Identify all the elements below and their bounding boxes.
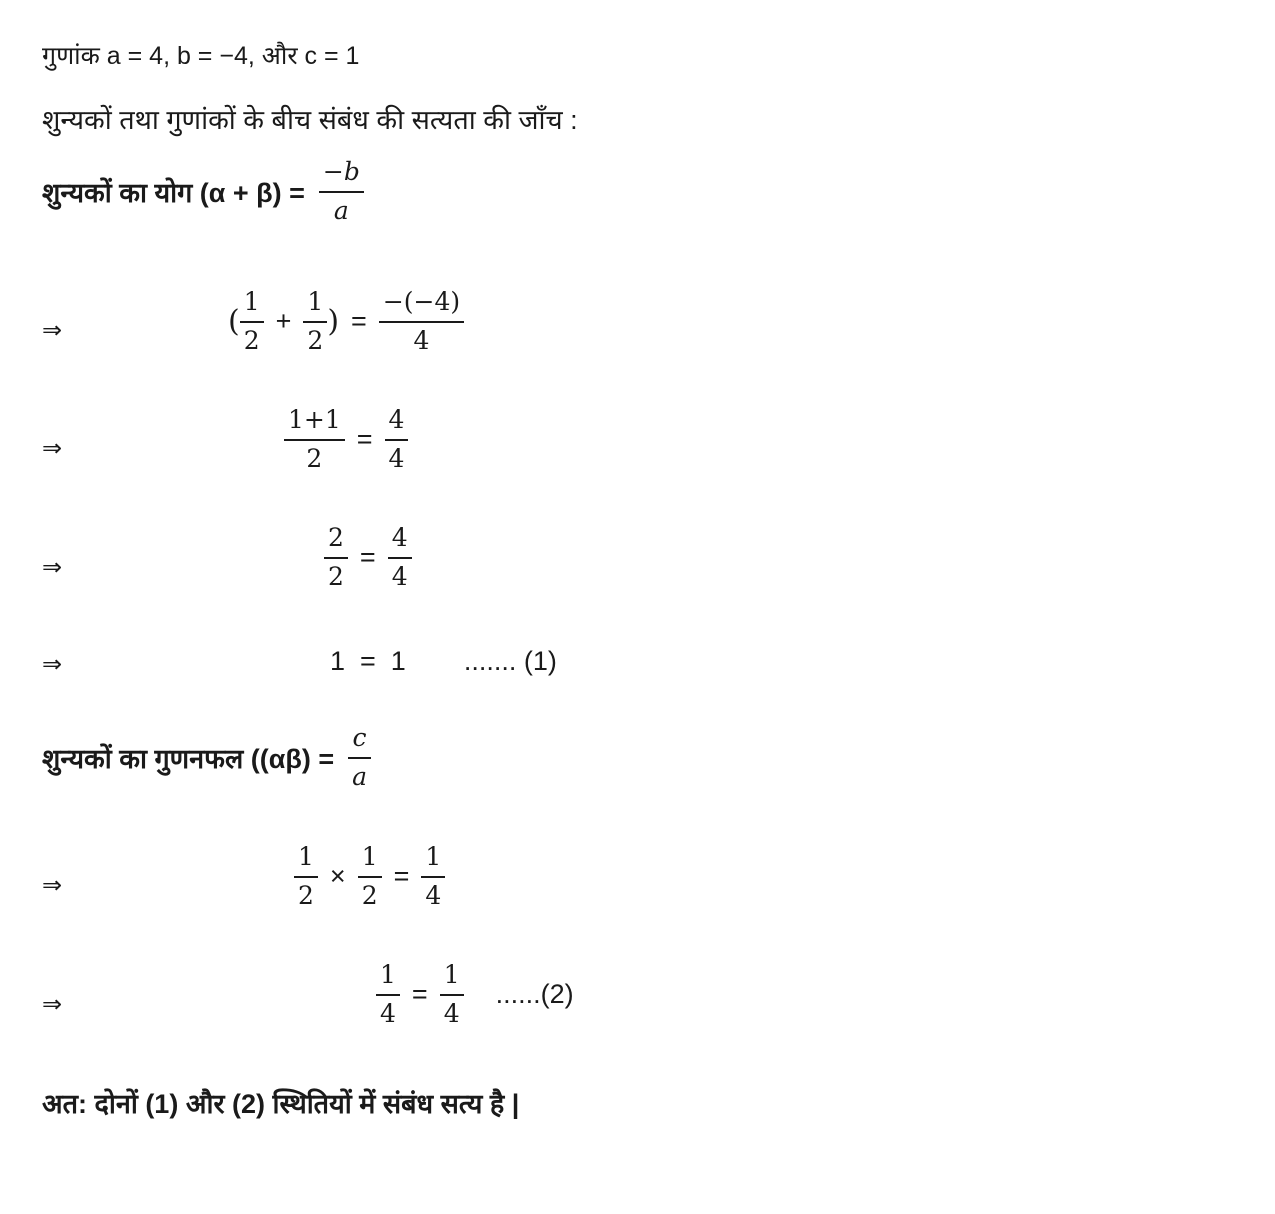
equation-tag-2: ......(2) xyxy=(495,979,574,1010)
fraction-denominator: a xyxy=(333,195,349,225)
fraction-numerator: 1 xyxy=(298,842,314,871)
equation-tag-1: ....... (1) xyxy=(463,646,557,676)
sum-of-zeroes-heading xyxy=(42,158,364,226)
fraction-numerator: 1 xyxy=(361,842,378,871)
sum-formula-fraction xyxy=(319,158,364,226)
fraction xyxy=(376,961,400,1029)
sum-step-3 xyxy=(324,524,412,592)
product-formula-fraction xyxy=(348,724,371,792)
conclusion: अत: दोनों (1) और (2) स्थितियों में संबंध सत्य है | xyxy=(42,1089,520,1119)
fraction-denominator: a xyxy=(352,761,368,791)
fraction-numerator: 1 xyxy=(425,842,442,871)
fraction-denominator: 4 xyxy=(391,561,408,591)
fraction xyxy=(294,843,318,911)
fraction-denominator: 4 xyxy=(413,325,430,355)
fraction-numerator: 1+1 xyxy=(288,405,341,434)
product-label: शुन्यकों का गुणनफल ((αβ) = xyxy=(42,744,335,775)
fraction-numerator: 1 xyxy=(443,960,460,989)
close-paren: ) xyxy=(327,304,340,340)
fraction-denominator: 4 xyxy=(443,998,460,1028)
sum-step-1 xyxy=(228,288,464,356)
fraction xyxy=(379,288,464,356)
times-sign: × xyxy=(329,861,346,892)
fraction xyxy=(240,288,264,356)
fraction-numerator: 1 xyxy=(307,287,324,316)
equals-sign: = xyxy=(393,861,410,892)
fraction xyxy=(358,843,382,911)
implies-arrow: ⇒ xyxy=(42,553,63,581)
fraction xyxy=(284,406,345,474)
fraction-denominator: 4 xyxy=(425,880,442,910)
equals-sign: = xyxy=(411,979,428,1010)
implies-arrow: ⇒ xyxy=(42,316,63,344)
fraction-denominator: 2 xyxy=(243,325,260,355)
result-equation: 1 = 1 xyxy=(330,646,406,676)
fraction-denominator: 2 xyxy=(307,325,324,355)
fraction-denominator: 2 xyxy=(306,443,323,473)
coefficients-line: गुणांक a = 4, b = −4, और c = 1 xyxy=(42,42,360,70)
fraction xyxy=(324,524,348,592)
fraction-numerator: 4 xyxy=(391,523,408,552)
equals-sign: = xyxy=(359,542,376,573)
equals-sign: = xyxy=(351,306,367,337)
implies-arrow: ⇒ xyxy=(42,434,63,462)
fraction-numerator: 1 xyxy=(243,287,260,316)
open-paren: ( xyxy=(228,304,240,340)
fraction-numerator: 1 xyxy=(380,960,396,989)
fraction-numerator: c xyxy=(352,723,367,752)
fraction-denominator: 2 xyxy=(298,880,314,910)
fraction-numerator: 4 xyxy=(388,405,405,434)
fraction-denominator: 2 xyxy=(361,880,378,910)
sum-step-2 xyxy=(284,406,408,474)
plus-sign: + xyxy=(275,306,292,337)
equals-sign: = xyxy=(356,424,373,455)
fraction-numerator: 2 xyxy=(328,523,344,552)
fraction-denominator: 2 xyxy=(328,561,344,591)
fraction xyxy=(440,961,464,1029)
implies-arrow: ⇒ xyxy=(42,871,63,899)
fraction xyxy=(303,288,327,356)
fraction-numerator: −b xyxy=(322,157,360,186)
fraction-denominator: 4 xyxy=(380,998,396,1028)
fraction-denominator: 4 xyxy=(388,443,405,473)
fraction xyxy=(388,524,412,592)
fraction-numerator: −(−4) xyxy=(382,287,461,316)
fraction xyxy=(421,843,445,911)
implies-arrow: ⇒ xyxy=(42,990,63,1018)
product-step-2 xyxy=(376,961,574,1029)
product-step-1 xyxy=(294,843,445,911)
fraction xyxy=(385,406,409,474)
implies-arrow: ⇒ xyxy=(42,650,63,678)
sum-step-4 xyxy=(330,646,557,677)
sum-label: शुन्यकों का योग (α + β) = xyxy=(42,178,305,209)
verification-heading: शुन्यकों तथा गुणांकों के बीच संबंध की सत्यता की जाँच : xyxy=(42,105,578,135)
product-of-zeroes-heading xyxy=(42,724,371,792)
